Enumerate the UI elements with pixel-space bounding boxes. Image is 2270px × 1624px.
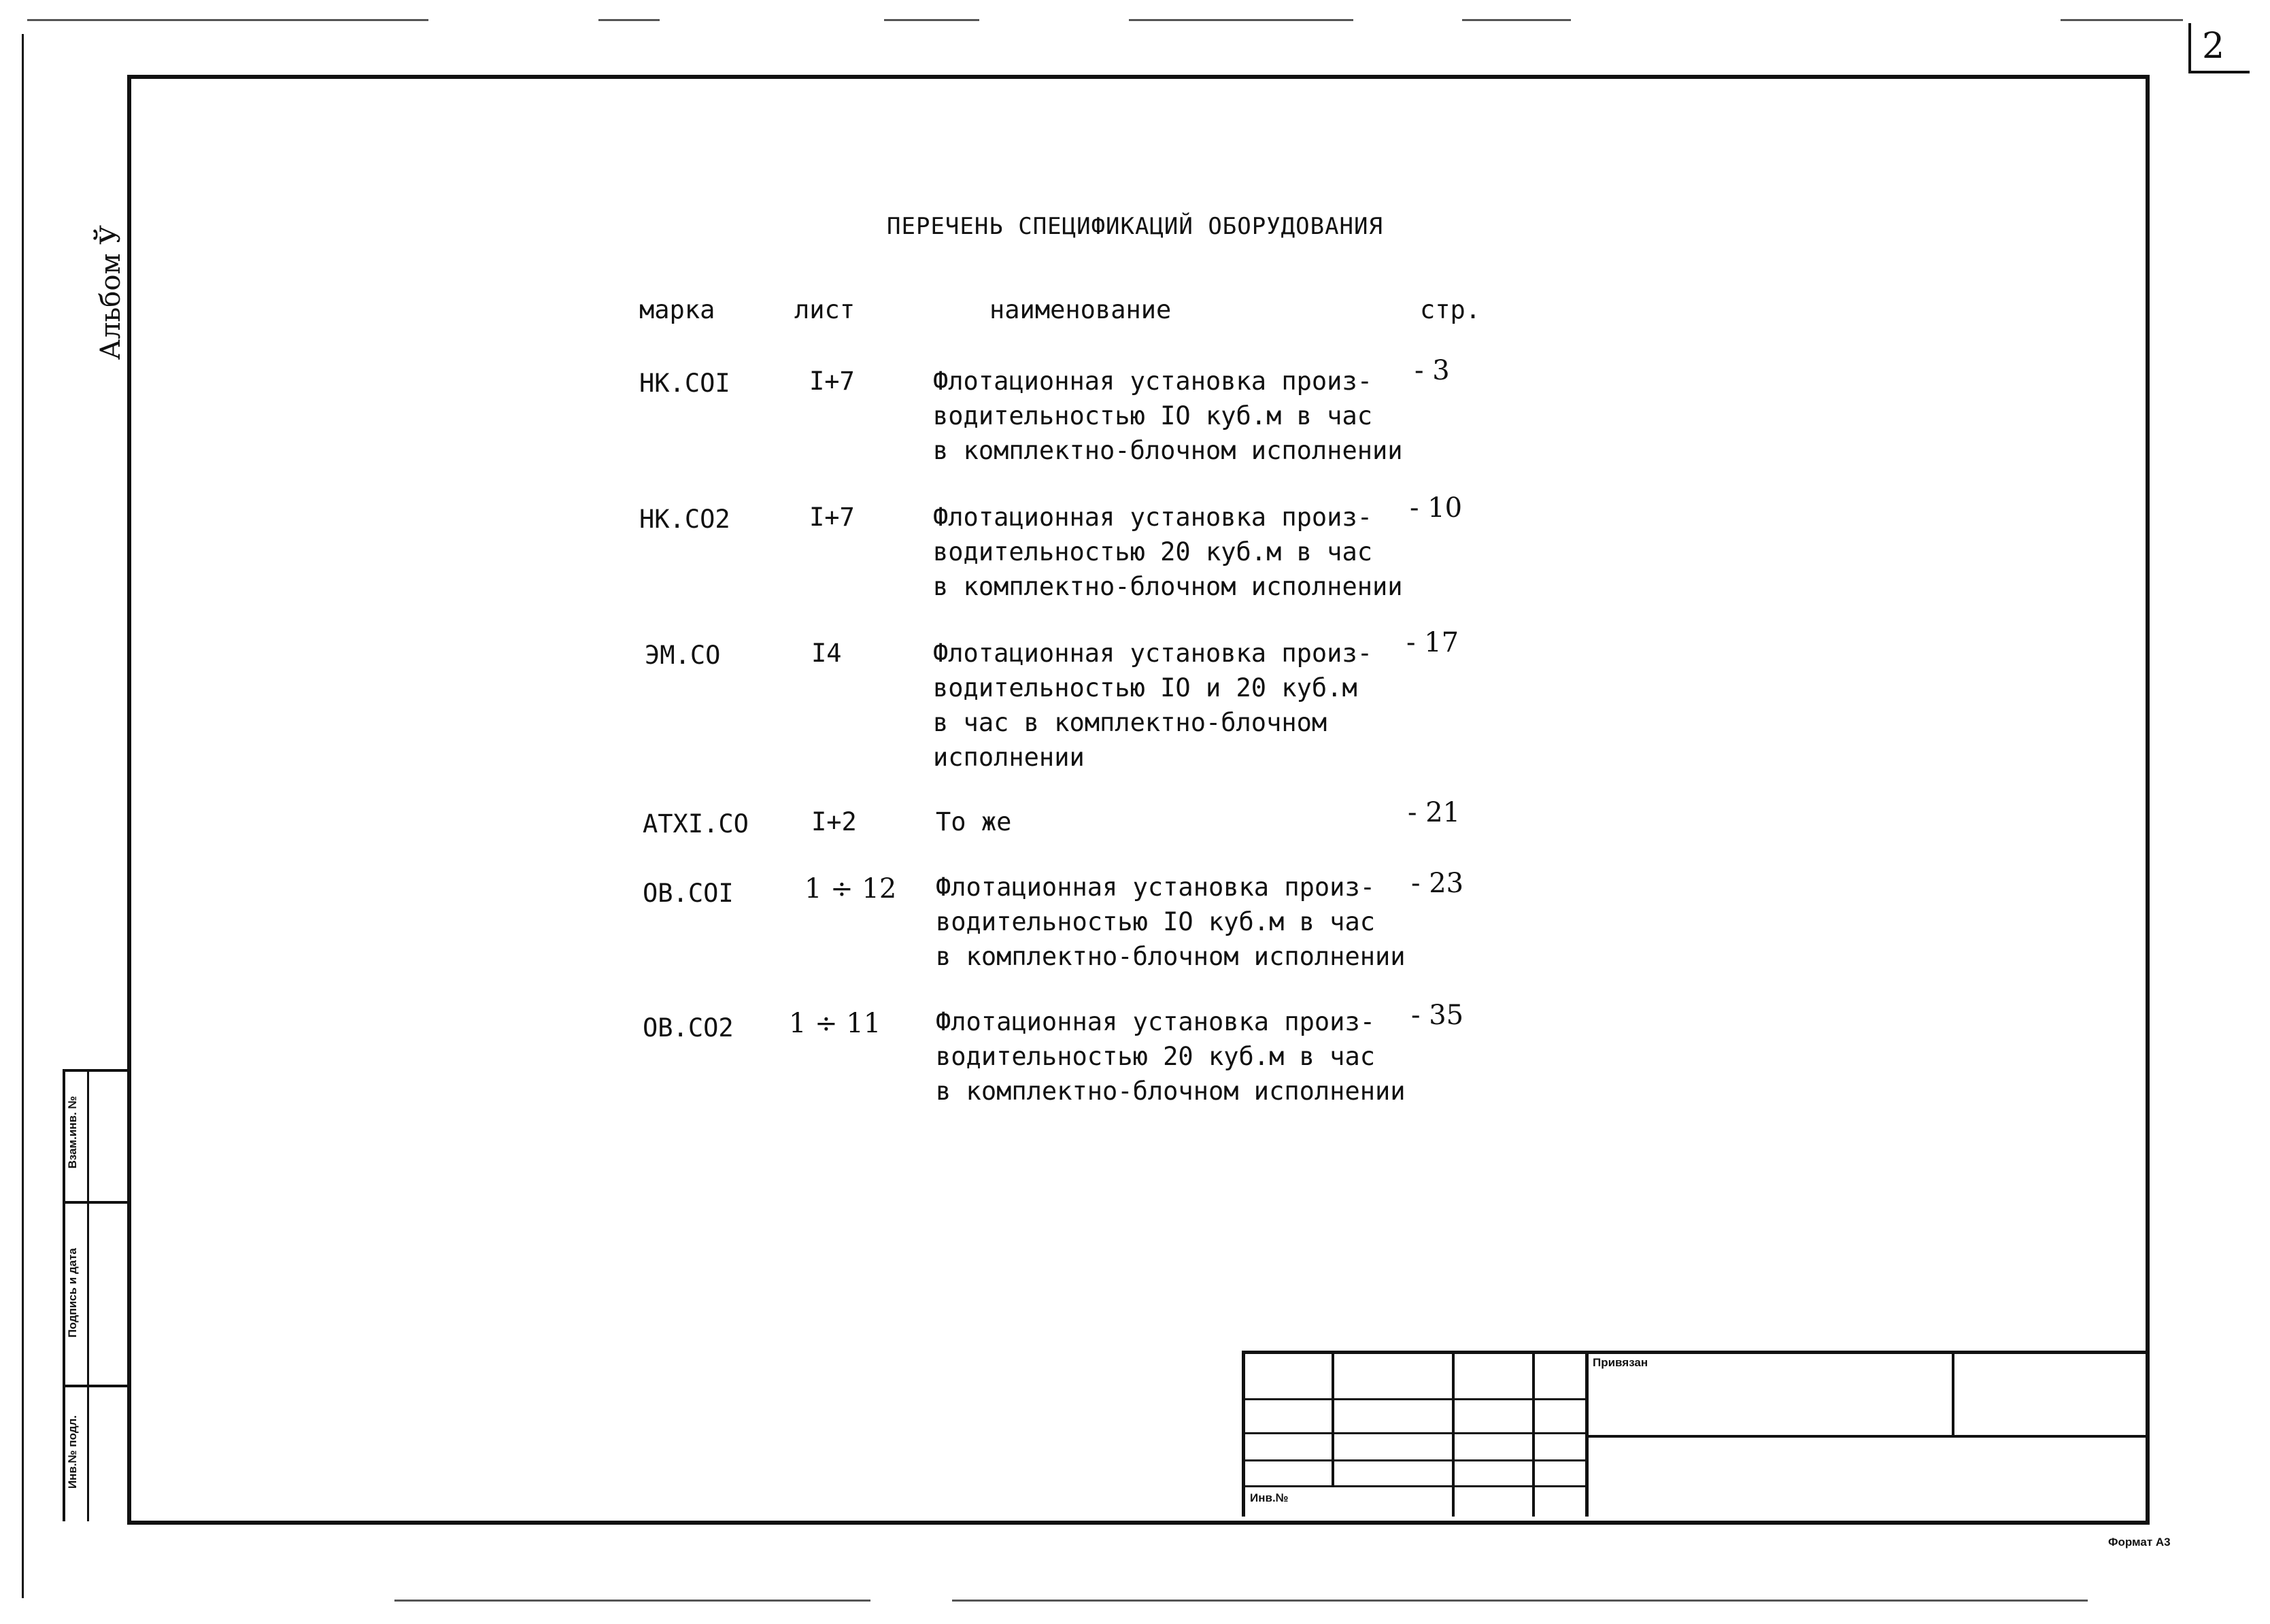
- row-mark: ЭМ.СО: [645, 641, 721, 670]
- inv-no-label: Инв.№: [1250, 1491, 1289, 1504]
- privyazan-label: Привязан: [1593, 1356, 1648, 1369]
- row-mark: АТХI.СО: [643, 809, 749, 839]
- page-title: ПЕРЕЧЕНЬ СПЕЦИФИКАЦИЙ ОБОРУДОВАНИЯ: [887, 213, 1383, 240]
- row-page: - 3: [1414, 355, 1450, 386]
- header-page: стр.: [1420, 295, 1481, 324]
- header-mark: марка: [639, 295, 715, 324]
- album-label: Альбом Ў: [95, 224, 126, 360]
- row-sheet: 1 ÷ 12: [804, 873, 897, 904]
- row-page: - 23: [1411, 868, 1464, 899]
- row-page: - 35: [1411, 1000, 1464, 1031]
- row-name: Флотационная установка произ- водительностью 20 куб.м в час в комплектно-блочном исполнении: [936, 1007, 1406, 1106]
- row-name: То же: [936, 807, 1012, 836]
- row-sheet: I+2: [811, 807, 857, 836]
- row-mark: НК.СО2: [639, 505, 730, 534]
- row-sheet: 1 ÷ 11: [789, 1008, 881, 1039]
- row-name: Флотационная установка произ- водительностью IO куб.м в час в комплектно-блочном исполнении: [933, 367, 1403, 465]
- header-name: наименование: [989, 295, 1172, 324]
- row-sheet: I+7: [809, 367, 855, 396]
- row-mark: НК.СОI: [639, 369, 730, 398]
- row-sheet: I4: [811, 639, 842, 668]
- format-label: Формат А3: [2108, 1536, 2171, 1549]
- row-sheet: I+7: [809, 503, 855, 532]
- row-name: Флотационная установка произ- водительностью IO куб.м в час в комплектно-блочном исполнении: [936, 873, 1406, 971]
- sheet-number: 2: [2202, 26, 2225, 67]
- header-sheet: лист: [794, 295, 856, 324]
- row-mark: ОВ.СОI: [643, 879, 734, 908]
- row-name: Флотационная установка произ- водительностью 20 куб.м в час в комплектно-блочном исполнении: [933, 503, 1403, 601]
- stamp-inv-orig: Инв.№ подл.: [66, 1415, 79, 1489]
- stamp-inv-vzam: Взам.инв. №: [66, 1096, 79, 1169]
- row-name: Флотационная установка произ- водительностью IO и 20 куб.м в час в комплектно-блочном исполнении: [933, 639, 1373, 772]
- row-page: - 17: [1406, 627, 1459, 658]
- row-page: - 10: [1410, 492, 1463, 524]
- row-mark: ОВ.СО2: [643, 1013, 734, 1043]
- row-page: - 21: [1408, 797, 1461, 828]
- stamp-sign-date: Подпись и дата: [66, 1248, 79, 1338]
